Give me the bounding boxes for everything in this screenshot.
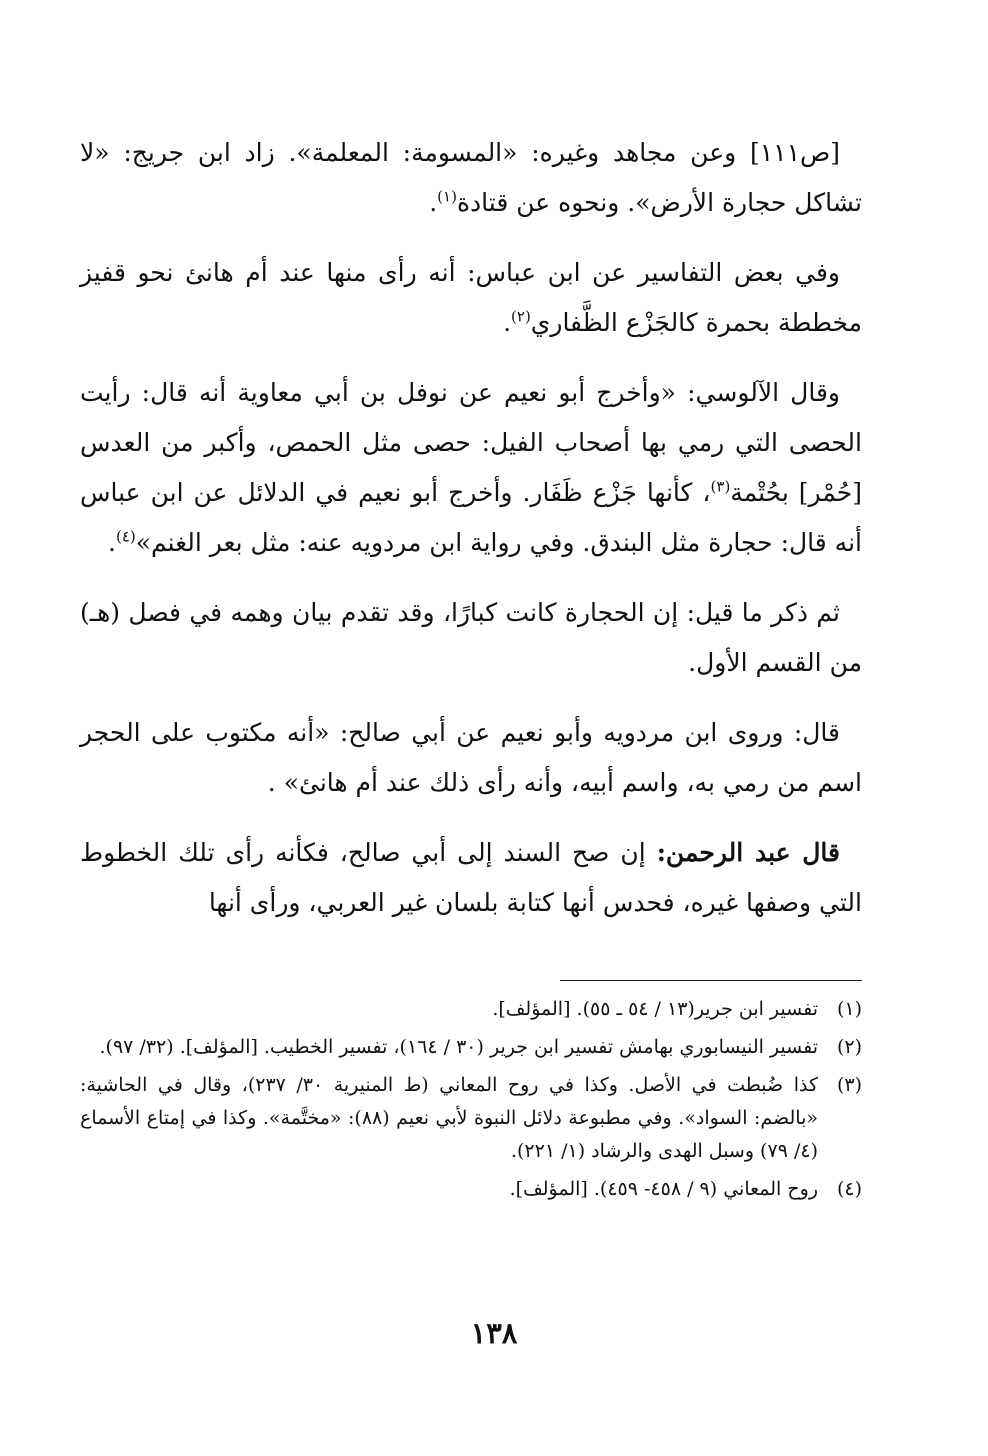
footnote-text: روح المعاني (٩ / ٤٥٨- ٤٥٩). [المؤلف].	[509, 1178, 818, 1200]
paragraph-3-tail-2: .	[108, 528, 116, 557]
footnote-ref-2: (٢)	[511, 307, 531, 326]
footnote-ref-4: (٤)	[115, 527, 136, 546]
paragraph-3	[80, 368, 862, 568]
paragraph-5-text: قال: وروى ابن مردويه وأبو نعيم عن أبي صالح: «أنه مكتوب على الحجر اسم من رمي به، واسم أبيه، وأنه رأى ذلك عند أم هانئ» .	[80, 718, 862, 797]
footnote-4	[80, 1173, 862, 1206]
paragraph-2-text: وفي بعض التفاسير عن ابن عباس: أنه رأى منها عند أم هانئ نحو قفيز مخططة بحمرة كالجَزْع الظَّفاري	[80, 258, 862, 337]
paragraph-6-lead: قال عبد الرحمن:	[656, 838, 840, 867]
footnotes	[80, 993, 862, 1211]
paragraph-6-text: إن صح السند إلى أبي صالح، فكأنه رأى تلك الخطوط التي وصفها غيره، فحدس أنها كتابة بلسان غير العربي، ورأى أنها	[80, 838, 862, 917]
footnote-ref-3: (٣)	[710, 477, 731, 496]
paragraph-1	[80, 128, 862, 228]
footnote-text: كذا ضُبطت في الأصل. وكذا في روح المعاني (ط المنيرية ٣٠/ ٢٣٧)، وقال في الحاشية: «بالضم: السواد». وفي مطبوعة دلائل النبوة لأبي نعيم (٨٨): «مختَّمة». وكذا في إمتاع الأسماع (٤/ ٧٩) وسبل الهدى والرشاد (١/ ٢٢١).	[80, 1074, 818, 1162]
page-number: ١٣٨	[470, 1316, 518, 1350]
footnote-text: تفسير النيسابوري بهامش تفسير ابن جرير (٣٠ / ١٦٤)، تفسير الخطيب. [المؤلف]. (٣٢/ ٩٧).	[99, 1036, 818, 1058]
main-text	[80, 128, 862, 948]
paragraph-1-tail: .	[429, 188, 438, 217]
footnote-2	[80, 1031, 862, 1064]
footnote-3	[80, 1069, 862, 1168]
paragraph-5	[80, 708, 862, 808]
footnote-1	[80, 993, 862, 1026]
footnote-number: (٣)	[836, 1074, 862, 1096]
footnote-text: تفسير ابن جرير(١٣ / ٥٤ ـ ٥٥). [المؤلف].	[492, 998, 818, 1020]
footnote-number: (٤)	[836, 1178, 862, 1200]
paragraph-3-text: وقال الآلوسي: «وأخرج أبو نعيم عن نوفل بن أبي معاوية أنه قال: رأيت الحصى التي رمي بها أصحاب الفيل: حصى مثل الحمص، وأكبر من العدس [حُمْر] بحُتْمة	[80, 378, 862, 507]
footnote-number: (٢)	[836, 1036, 862, 1058]
paragraph-6	[80, 828, 862, 928]
paragraph-4	[80, 588, 862, 688]
footnote-separator	[560, 980, 862, 981]
paragraph-3-tail: ، كأنها جَزْع ظَفَار. وأخرج أبو نعيم في الدلائل عن ابن عباس أنه قال: حجارة مثل البندق. وفي رواية ابن مردويه عنه: مثل بعر الغنم»	[80, 478, 862, 557]
paragraph-1-text: [ص١١١] وعن مجاهد وغيره: «المسومة: المعلمة». زاد ابن جريج: «لا تشاكل حجارة الأرض». ونحوه عن قتادة	[80, 138, 862, 217]
paragraph-2-tail: .	[503, 308, 512, 337]
paragraph-2	[80, 248, 862, 348]
footnote-ref-1: (١)	[437, 187, 457, 206]
paragraph-4-text: ثم ذكر ما قيل: إن الحجارة كانت كبارًا، وقد تقدم بيان وهمه في فصل (هـ) من القسم الأول.	[80, 598, 862, 677]
footnote-number: (١)	[836, 998, 862, 1020]
